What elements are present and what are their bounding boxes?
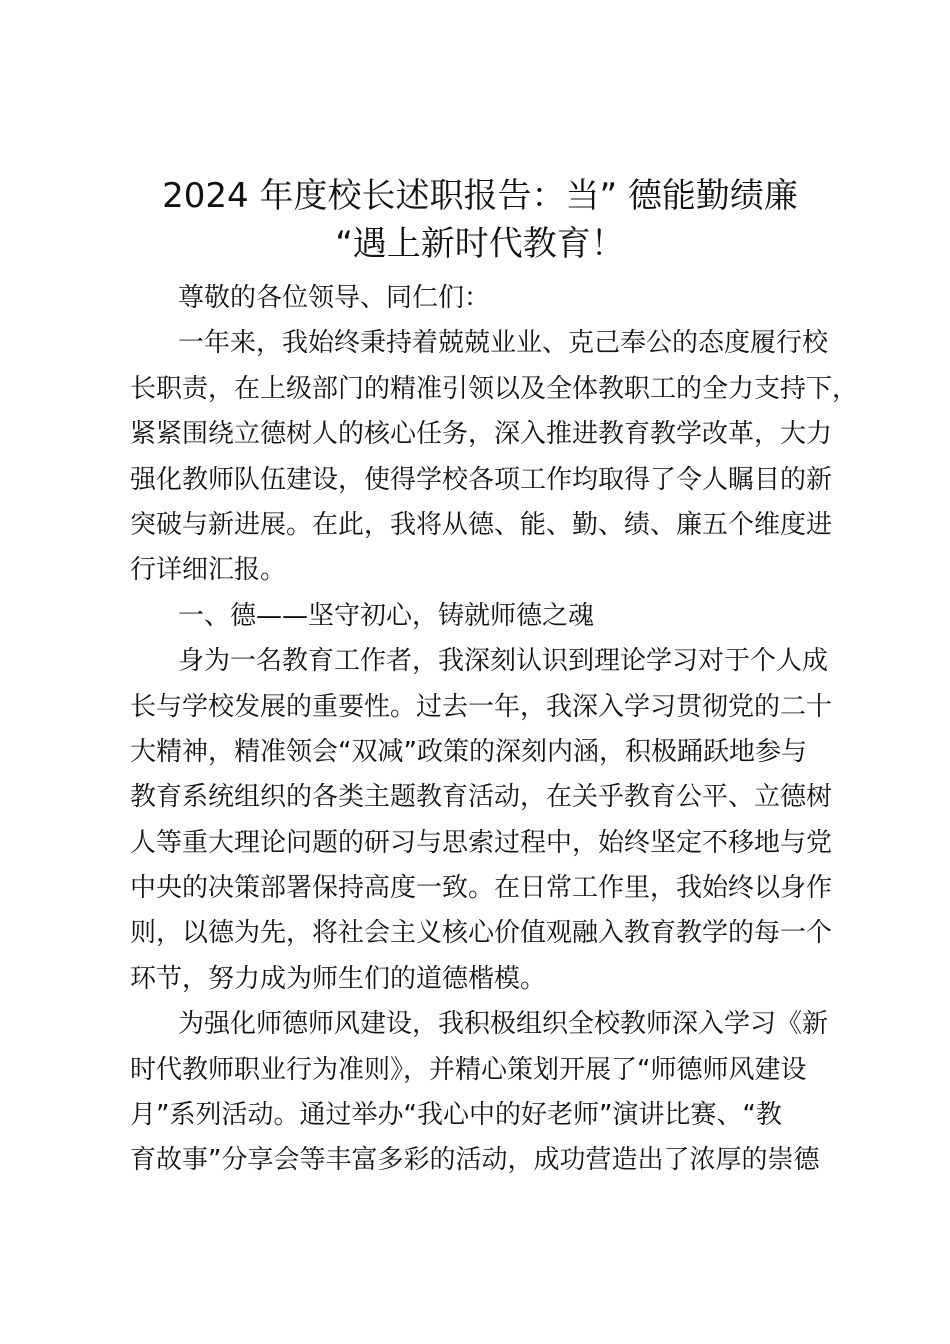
intro-line: 一年来，我始终秉持着兢兢业业、克己奉公的态度履行校	[178, 328, 829, 359]
paragraph-line: 人等重大理论问题的研习与思索过程中，始终坚定不移地与党	[130, 827, 833, 858]
paragraph-line: 为强化师德师风建设，我积极组织全校教师深入学习《新	[178, 1009, 829, 1040]
paragraph-line: 育故事”分享会等丰富多彩的活动，成功营造出了浓厚的崇德	[130, 1145, 820, 1176]
document-body	[130, 276, 859, 1184]
section-heading: 一、德——坚守初心，铸就师德之魂	[178, 600, 595, 631]
document-title-line-2: “遇上新时代教育！	[335, 224, 625, 264]
paragraph-line: 时代教师职业行为准则》，并精心策划开展了“师德师风建设	[130, 1054, 807, 1085]
salutation: 尊敬的各位领导、同仁们：	[178, 283, 491, 313]
paragraph-line: 则，以德为先，将社会主义核心价值观融入教育教学的每一个	[130, 918, 833, 949]
paragraph-line: 身为一名教育工作者，我深刻认识到理论学习对于个人成	[178, 646, 829, 677]
intro-line: 紧紧围绕立德树人的核心任务，深入推进教育教学改革，大力	[130, 419, 833, 450]
intro-line: 强化教师队伍建设，使得学校各项工作均取得了令人瞩目的新	[130, 464, 833, 495]
intro-line: 突破与新进展。在此，我将从德、能、勤、绩、廉五个维度进	[130, 509, 833, 540]
paragraph-line: 中央的决策部署保持高度一致。在日常工作里，我始终以身作	[130, 873, 833, 904]
paragraph-line: 月”系列活动。通过举办“我心中的好老师”演讲比赛、“教	[130, 1100, 782, 1131]
intro-line: 长职责，在上级部门的精准引领以及全体教职工的全力支持下，	[130, 373, 859, 404]
document-title-line-1: 2024 年度校长述职报告：当” 德能勤绩廉	[162, 176, 798, 216]
intro-line: 行详细汇报。	[130, 555, 287, 586]
paragraph-line: 大精神，精准领会“双减”政策的深刻内涵，积极踊跃地参与	[130, 736, 807, 767]
paragraph-line: 环节，努力成为师生们的道德楷模。	[130, 963, 547, 994]
paragraph-line: 长与学校发展的重要性。过去一年，我深入学习贯彻党的二十	[130, 691, 833, 722]
paragraph-line: 教育系统组织的各类主题教育活动，在关乎教育公平、立德树	[130, 782, 833, 813]
